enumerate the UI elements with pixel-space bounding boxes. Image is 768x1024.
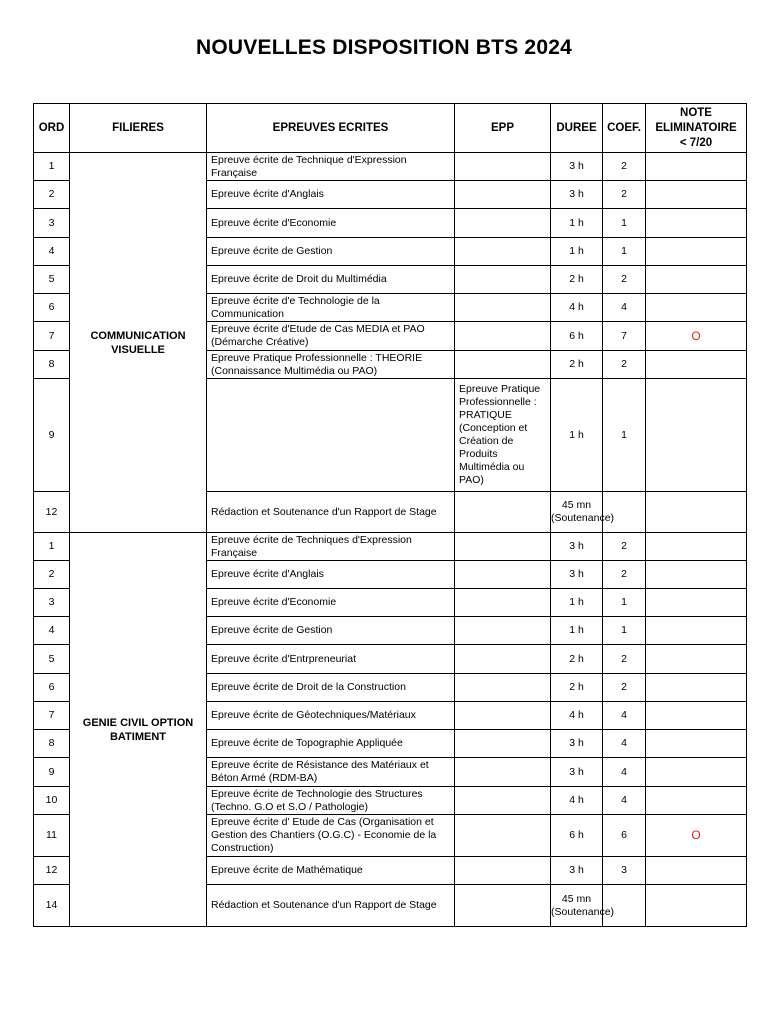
row-epreuve: Epreuve écrite de Gestion <box>207 617 455 645</box>
row-note-eliminatoire <box>646 645 747 674</box>
row-duree: 1 h <box>551 209 603 238</box>
row-coef: 4 <box>603 702 646 730</box>
row-coef: 2 <box>603 674 646 702</box>
row-coef: 4 <box>603 758 646 787</box>
row-note-eliminatoire <box>646 209 747 238</box>
row-ord: 5 <box>34 266 70 294</box>
row-note-eliminatoire <box>646 379 747 492</box>
row-coef: 6 <box>603 815 646 857</box>
row-note-eliminatoire <box>646 885 747 927</box>
row-coef: 2 <box>603 266 646 294</box>
row-duree: 3 h <box>551 730 603 758</box>
row-note-eliminatoire <box>646 492 747 533</box>
row-ord: 3 <box>34 589 70 617</box>
row-coef: 1 <box>603 589 646 617</box>
row-ord: 6 <box>34 674 70 702</box>
row-ord: 4 <box>34 617 70 645</box>
header-note-line1: NOTE <box>680 106 712 119</box>
row-ord: 9 <box>34 758 70 787</box>
row-duree: 4 h <box>551 702 603 730</box>
header-note <box>646 104 747 153</box>
row-epp <box>455 815 551 857</box>
row-ord: 5 <box>34 645 70 674</box>
header-ord: ORD <box>34 104 70 153</box>
row-ord: 2 <box>34 561 70 589</box>
row-note-eliminatoire <box>646 351 747 379</box>
row-ord: 1 <box>34 533 70 561</box>
row-duree: 3 h <box>551 857 603 885</box>
row-coef: 2 <box>603 645 646 674</box>
row-note-eliminatoire <box>646 153 747 181</box>
row-epreuve: Epreuve écrite d'Anglais <box>207 561 455 589</box>
row-duree: 1 h <box>551 589 603 617</box>
row-note-eliminatoire: O <box>646 815 747 857</box>
row-epreuve: Epreuve écrite d'Anglais <box>207 181 455 209</box>
row-epp <box>455 885 551 927</box>
header-coef: COEF. <box>603 104 646 153</box>
row-coef: 2 <box>603 351 646 379</box>
row-coef: 3 <box>603 857 646 885</box>
row-epp <box>455 645 551 674</box>
row-note-eliminatoire <box>646 533 747 561</box>
row-coef: 4 <box>603 787 646 815</box>
row-epp <box>455 322 551 351</box>
row-duree: 3 h <box>551 533 603 561</box>
row-note-eliminatoire <box>646 674 747 702</box>
row-epp <box>455 351 551 379</box>
row-epreuve: Epreuve écrite de Technologie des Structures (Techno. G.O et S.O / Pathologie) <box>207 787 455 815</box>
row-epp <box>455 533 551 561</box>
document-title: NOUVELLES DISPOSITION BTS 2024 <box>196 36 572 59</box>
row-epreuve: Epreuve écrite de Droit de la Construction <box>207 674 455 702</box>
row-note-eliminatoire <box>646 787 747 815</box>
row-duree: 45 mn (Soutenance) <box>551 885 603 927</box>
row-duree: 2 h <box>551 674 603 702</box>
row-ord: 8 <box>34 730 70 758</box>
row-note-eliminatoire <box>646 561 747 589</box>
row-duree: 2 h <box>551 266 603 294</box>
row-epp <box>455 702 551 730</box>
row-note-eliminatoire <box>646 617 747 645</box>
row-duree: 3 h <box>551 758 603 787</box>
row-duree: 3 h <box>551 181 603 209</box>
table-row <box>34 153 747 181</box>
row-epreuve <box>207 379 455 492</box>
row-epp <box>455 238 551 266</box>
row-epp <box>455 561 551 589</box>
header-duree: DUREE <box>551 104 603 153</box>
row-coef: 7 <box>603 322 646 351</box>
row-epreuve: Epreuve écrite de Gestion <box>207 238 455 266</box>
row-epp <box>455 787 551 815</box>
row-epreuve: Epreuve écrite d'e Technologie de la Communication <box>207 294 455 322</box>
row-ord: 3 <box>34 209 70 238</box>
row-epreuve: Epreuve écrite de Résistance des Matériaux et Béton Armé (RDM-BA) <box>207 758 455 787</box>
row-epp <box>455 492 551 533</box>
row-duree: 1 h <box>551 379 603 492</box>
table-row <box>34 533 747 561</box>
row-ord: 12 <box>34 492 70 533</box>
row-epreuve: Epreuve écrite d' Etude de Cas (Organisation et Gestion des Chantiers (O.G.C) - Economie de la Construction) <box>207 815 455 857</box>
row-epreuve: Epreuve écrite de Technique d'Expression Française <box>207 153 455 181</box>
row-duree: 3 h <box>551 561 603 589</box>
row-epp <box>455 857 551 885</box>
row-coef: 2 <box>603 561 646 589</box>
row-epp <box>455 730 551 758</box>
row-duree: 4 h <box>551 787 603 815</box>
row-duree: 6 h <box>551 815 603 857</box>
row-epreuve: Epreuve écrite d'Economie <box>207 209 455 238</box>
row-note-eliminatoire <box>646 857 747 885</box>
row-epreuve: Epreuve Pratique Professionnelle : THEORIE (Connaissance Multimédia ou PAO) <box>207 351 455 379</box>
row-epp: Epreuve Pratique Professionnelle : PRATIQUE (Conception et Création de Produits Multimédia ou PAO) <box>455 379 551 492</box>
row-note-eliminatoire <box>646 266 747 294</box>
row-ord: 7 <box>34 322 70 351</box>
row-epp <box>455 266 551 294</box>
row-epreuve: Epreuve écrite d'Economie <box>207 589 455 617</box>
row-epreuve: Epreuve écrite d'Entrpreneuriat <box>207 645 455 674</box>
row-duree: 1 h <box>551 238 603 266</box>
row-note-eliminatoire <box>646 294 747 322</box>
row-duree: 3 h <box>551 153 603 181</box>
row-ord: 6 <box>34 294 70 322</box>
row-ord: 8 <box>34 351 70 379</box>
row-duree: 4 h <box>551 294 603 322</box>
row-note-eliminatoire <box>646 589 747 617</box>
row-ord: 14 <box>34 885 70 927</box>
row-epreuve: Epreuve écrite de Géotechniques/Matériaux <box>207 702 455 730</box>
row-ord: 11 <box>34 815 70 857</box>
row-note-eliminatoire <box>646 702 747 730</box>
row-coef: 2 <box>603 533 646 561</box>
row-epreuve: Epreuve écrite de Techniques d'Expression Française <box>207 533 455 561</box>
row-note-eliminatoire <box>646 758 747 787</box>
row-coef: 1 <box>603 209 646 238</box>
row-note-eliminatoire <box>646 181 747 209</box>
row-duree: 2 h <box>551 351 603 379</box>
row-coef: 4 <box>603 730 646 758</box>
row-duree: 1 h <box>551 617 603 645</box>
row-epreuve: Epreuve écrite de Mathématique <box>207 857 455 885</box>
row-duree: 45 mn (Soutenance) <box>551 492 603 533</box>
header-epreuves: EPREUVES ECRITES <box>207 104 455 153</box>
header-epp: EPP <box>455 104 551 153</box>
row-ord: 9 <box>34 379 70 492</box>
row-coef: 1 <box>603 617 646 645</box>
row-duree: 2 h <box>551 645 603 674</box>
row-ord: 1 <box>34 153 70 181</box>
row-epreuve: Epreuve écrite de Droit du Multimédia <box>207 266 455 294</box>
filiere-cell: GENIE CIVIL OPTION BATIMENT <box>70 533 207 927</box>
filiere-cell: COMMUNICATION VISUELLE <box>70 153 207 533</box>
row-epp <box>455 181 551 209</box>
row-epp <box>455 294 551 322</box>
row-coef: 4 <box>603 294 646 322</box>
row-epp <box>455 209 551 238</box>
row-coef: 2 <box>603 181 646 209</box>
row-epreuve: Rédaction et Soutenance d'un Rapport de Stage <box>207 885 455 927</box>
row-epreuve: Rédaction et Soutenance d'un Rapport de Stage <box>207 492 455 533</box>
row-ord: 7 <box>34 702 70 730</box>
header-note-line3: < 7/20 <box>679 136 713 149</box>
row-coef: 1 <box>603 379 646 492</box>
row-coef: 2 <box>603 153 646 181</box>
row-note-eliminatoire <box>646 238 747 266</box>
row-epp <box>455 617 551 645</box>
row-duree: 6 h <box>551 322 603 351</box>
row-ord: 4 <box>34 238 70 266</box>
row-ord: 2 <box>34 181 70 209</box>
row-ord: 10 <box>34 787 70 815</box>
row-coef: 1 <box>603 238 646 266</box>
row-epreuve: Epreuve écrite d'Etude de Cas MEDIA et PAO (Démarche Créative) <box>207 322 455 351</box>
row-epp <box>455 674 551 702</box>
header-row <box>34 104 747 153</box>
row-epp <box>455 153 551 181</box>
row-epreuve: Epreuve écrite de Topographie Appliquée <box>207 730 455 758</box>
exam-table <box>33 103 747 927</box>
row-note-eliminatoire <box>646 730 747 758</box>
row-ord: 12 <box>34 857 70 885</box>
row-epp <box>455 589 551 617</box>
row-epp <box>455 758 551 787</box>
row-note-eliminatoire: O <box>646 322 747 351</box>
header-note-line2: ELIMINATOIRE <box>655 121 737 134</box>
header-filieres: FILIERES <box>70 104 207 153</box>
